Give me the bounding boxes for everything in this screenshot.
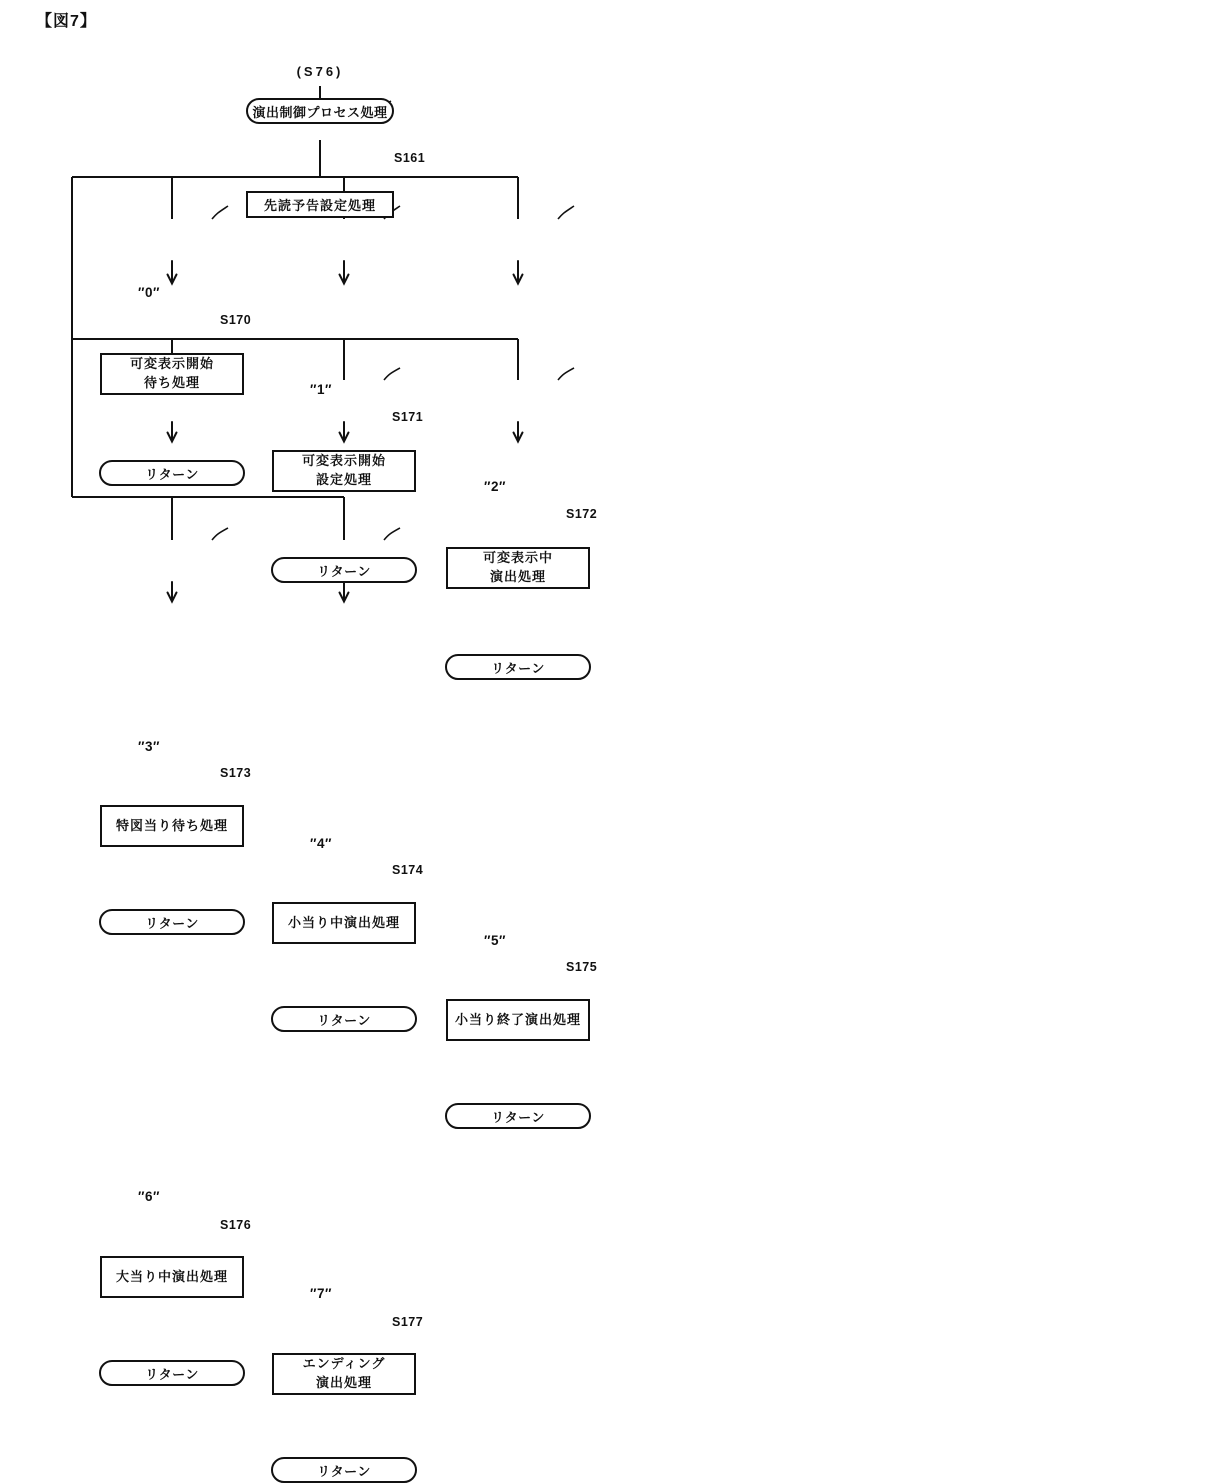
branch-step-id-label: S172 — [566, 507, 598, 521]
branch-process-box — [100, 1256, 244, 1298]
branch-case-label: ″0″ — [138, 285, 160, 300]
down-arrow-icon — [340, 261, 349, 284]
branch-case-label: ″2″ — [484, 479, 506, 494]
return-terminal-label: リターン — [317, 1463, 371, 1479]
return-terminal-label: リターン — [145, 915, 199, 931]
branch-process-label: 大当り中演出処理 — [115, 1268, 228, 1284]
down-arrow-icon — [168, 582, 177, 602]
branch-process-box — [100, 353, 244, 395]
setup-process-box — [246, 191, 394, 218]
branch-process-box — [272, 450, 416, 492]
return-terminal — [271, 1006, 417, 1032]
branch-process-label: 可変表示開始 待ち処理 — [129, 356, 214, 390]
return-terminal-label: リターン — [145, 466, 199, 482]
return-terminal — [445, 1103, 591, 1129]
branch-step-id-label: S175 — [566, 960, 598, 974]
branch-case-label: ″4″ — [310, 836, 332, 851]
return-terminal-label: リターン — [317, 1012, 371, 1028]
branch-case-label: ″5″ — [484, 933, 506, 948]
branch-process-box — [100, 805, 244, 847]
step-id-label-s161: S161 — [394, 151, 426, 165]
branch-step-id-label: S173 — [220, 766, 252, 780]
entry-terminal-label: 演出制御プロセス処理 — [252, 104, 388, 120]
entry-terminal — [246, 98, 394, 124]
return-terminal — [99, 460, 245, 486]
branch-process-label: 小当り終了演出処理 — [454, 1011, 581, 1027]
return-terminal-label: リターン — [491, 660, 545, 676]
branch-process-label: 小当り中演出処理 — [287, 914, 400, 930]
branch-process-label: エンディング 演出処理 — [302, 1356, 386, 1390]
setup-process-label: 先読予告設定処理 — [263, 198, 376, 213]
branch-process-label: 可変表示中 演出処理 — [482, 550, 553, 584]
return-terminal — [99, 909, 245, 935]
branch-process-box — [272, 1353, 416, 1395]
branch-case-label: ″7″ — [310, 1286, 332, 1301]
down-arrow-icon — [168, 422, 177, 442]
return-terminal-label: リターン — [317, 563, 371, 579]
return-terminal — [445, 654, 591, 680]
figure-label: 【図7】 — [36, 13, 97, 30]
return-terminal-label: リターン — [491, 1109, 545, 1125]
return-terminal — [99, 1360, 245, 1386]
branch-step-id-label: S176 — [220, 1218, 252, 1232]
down-arrow-icon — [514, 422, 523, 442]
branch-process-label: 可変表示開始 設定処理 — [301, 453, 386, 487]
branch-process-label: 特図当り待ち処理 — [115, 817, 228, 833]
branch-step-id-label: S170 — [220, 313, 252, 327]
branch-step-id-label: S171 — [392, 410, 424, 424]
down-arrow-icon — [168, 261, 177, 284]
return-terminal-label: リターン — [145, 1366, 199, 1382]
branch-process-box — [272, 902, 416, 944]
branch-case-label: ″3″ — [138, 739, 160, 754]
down-arrow-icon — [340, 582, 349, 602]
return-terminal — [271, 557, 417, 583]
entry-ref-label: (S76) — [296, 64, 344, 79]
down-arrow-icon — [340, 422, 349, 442]
branch-step-id-label: S177 — [392, 1315, 424, 1329]
branch-case-label: ″1″ — [310, 382, 332, 397]
branch-process-box — [446, 999, 590, 1041]
branch-process-box — [446, 547, 590, 589]
branch-case-label: ″6″ — [138, 1189, 160, 1204]
return-terminal — [271, 1457, 417, 1483]
branch-step-id-label: S174 — [392, 863, 424, 877]
down-arrow-icon — [514, 261, 523, 284]
